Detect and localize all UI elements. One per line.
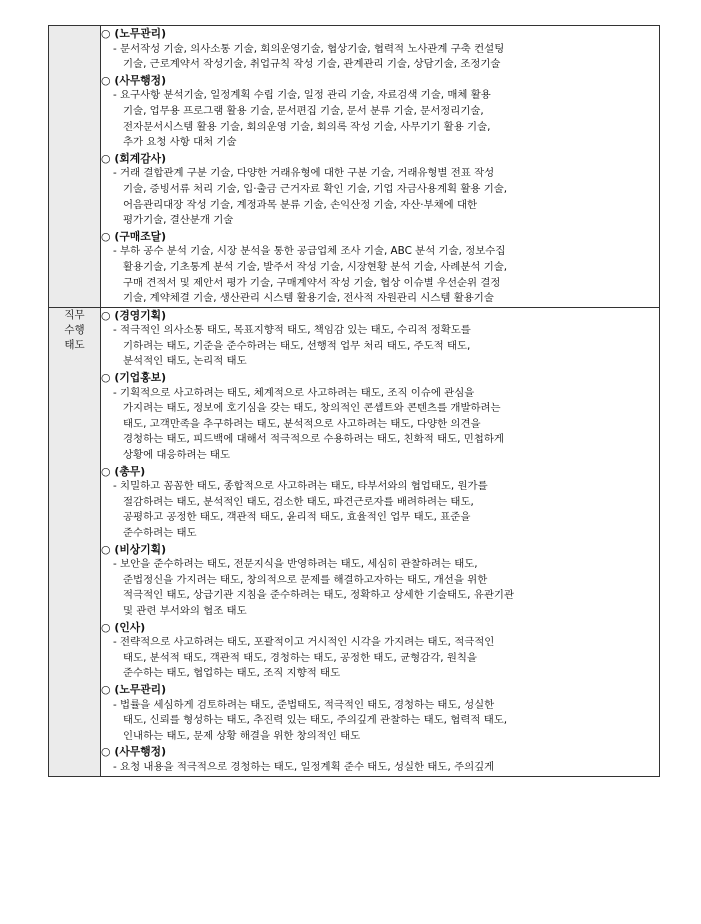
section-text-line: 준법정신을 가지려는 태도, 창의적으로 문제를 해결하고자하는 태도, 개선을 위한	[123, 573, 488, 586]
section-text-line: 전자문서시스템 활용 기술, 회의운영 기술, 회의록 작성 기술, 사무기기 활용 기술,	[123, 120, 491, 133]
section-text-line: 분석적인 태도, 논리적 태도	[123, 355, 247, 368]
section-text-line: - 적극적인 의사소통 태도, 목표지향적 태도, 책임감 있는 태도, 수리적 정확도를	[113, 324, 471, 337]
table-row	[49, 26, 660, 308]
table-body	[49, 26, 660, 777]
section-text-line: 적극적인 태도, 상급기관 지침을 준수하려는 태도, 정확하고 상세한 기술태도, 유관기관	[123, 589, 514, 602]
competency-section	[101, 620, 659, 682]
section-text-line: 준수하는 태도, 협업하는 태도, 조직 지향적 태도	[123, 667, 341, 680]
section-text-line: 태도, 분석적 태도, 객관적 태도, 경청하는 태도, 공정한 태도, 균형감각, 원칙을	[123, 651, 477, 664]
competency-section	[101, 229, 659, 307]
section-title: (사무행정)	[114, 745, 167, 759]
circle-bullet-icon: ○	[101, 542, 111, 556]
section-heading	[101, 682, 659, 698]
section-text-line: 가지려는 태도, 정보에 호기심을 갖는 태도, 창의적인 콘셉트와 콘텐츠를 개발하려는	[123, 402, 501, 415]
section-text-line: 및 관련 부서와의 협조 태도	[123, 604, 247, 617]
section-text-line: - 요청 내용을 적극적으로 경청하는 태도, 일정계획 준수 태도, 성실한 태도, 주의깊게	[113, 760, 495, 773]
section-text-line: 어음관리대장 작성 기술, 계정과목 분류 기술, 손익산정 기술, 자산·부채에 대한	[123, 198, 478, 211]
section-heading	[101, 370, 659, 386]
section-title: (총무)	[114, 464, 146, 478]
section-title: (경영기획)	[114, 308, 167, 322]
section-title: (사무행정)	[114, 73, 167, 87]
section-title: (기업홍보)	[114, 371, 167, 385]
section-title: (회계감사)	[114, 151, 167, 165]
circle-bullet-icon: ○	[101, 229, 111, 243]
competency-section	[101, 464, 659, 542]
competency-section	[101, 308, 659, 370]
section-heading	[101, 744, 659, 760]
circle-bullet-icon: ○	[101, 308, 111, 322]
section-text-line: 상황에 대응하려는 태도	[123, 449, 230, 462]
section-title: (비상기획)	[114, 542, 167, 556]
section-heading	[101, 308, 659, 324]
section-title: (인사)	[114, 620, 146, 634]
section-text-line: 기술, 증빙서류 처리 기술, 입·출금 근거자료 확인 기술, 기업 자금사용계획 활용 기술,	[123, 182, 508, 195]
circle-bullet-icon: ○	[101, 464, 111, 478]
section-text-line: 추가 요청 사항 대처 기술	[123, 136, 237, 149]
section-heading	[101, 151, 659, 167]
section-text-line: 활용기술, 기초통계 분석 기술, 발주서 작성 기술, 시장현황 분석 기술, 사례분석 기술,	[123, 260, 508, 273]
circle-bullet-icon: ○	[101, 682, 111, 696]
section-text-line: - 거래 결합관계 구분 기술, 다양한 거래유형에 대한 구분 기술, 거래유형별 전표 작성	[113, 167, 495, 180]
competency-section	[101, 682, 659, 744]
row-label-cell	[49, 26, 101, 308]
row-label-cell	[49, 307, 101, 776]
section-text-line: 인내하는 태도, 문제 상황 해결을 위한 창의적인 태도	[123, 729, 361, 742]
section-text-line: 태도, 고객만족을 추구하려는 태도, 분석적으로 사고하려는 태도, 다양한 의견을	[123, 417, 481, 430]
competency-section	[101, 26, 659, 73]
section-title: (노무관리)	[114, 27, 167, 40]
section-title: (노무관리)	[114, 682, 167, 696]
section-text-line: 경청하는 태도, 피드백에 대해서 적극적으로 수용하려는 태도, 친화적 태도, 민첩하게	[123, 433, 504, 446]
section-text-line: 구매 견적서 및 제안서 평가 기술, 구매계약서 작성 기술, 협상 이슈별 우선순위 결정	[123, 276, 501, 289]
section-text-line: - 문서작성 기술, 의사소통 기술, 회의운영기술, 협상기술, 협력적 노사관계 구축 컨설팅	[113, 42, 505, 55]
section-text-line: 절감하려는 태도, 분석적인 태도, 검소한 태도, 파견근로자를 배려하려는 태도,	[123, 495, 474, 508]
section-text-line: 기술, 근로계약서 작성기술, 취업규칙 작성 기술, 관계관리 기술, 상담기술, 조정기술	[123, 58, 501, 71]
section-text-line: - 법률을 세심하게 검토하려는 태도, 준법태도, 적극적인 태도, 경청하는 태도, 성실한	[113, 698, 495, 711]
competency-section	[101, 73, 659, 151]
circle-bullet-icon: ○	[101, 151, 111, 165]
circle-bullet-icon: ○	[101, 27, 111, 40]
section-heading	[101, 229, 659, 245]
section-heading	[101, 464, 659, 480]
section-text-line: - 전략적으로 사고하려는 태도, 포괄적이고 거시적인 시각을 가지려는 태도, 적극적인	[113, 636, 495, 649]
row-content-cell	[101, 26, 660, 308]
circle-bullet-icon: ○	[101, 745, 111, 759]
section-text-line: 평가기술, 결산분개 기술	[123, 214, 234, 227]
section-heading	[101, 542, 659, 558]
competency-section	[101, 542, 659, 620]
circle-bullet-icon: ○	[101, 371, 111, 385]
section-text-line: 공평하고 공정한 태도, 객관적 태도, 윤리적 태도, 효율적인 업무 태도, 표준을	[123, 511, 471, 524]
section-text-line: 기하려는 태도, 기준을 준수하려는 태도, 선행적 업무 처리 태도, 주도적 태도,	[123, 339, 471, 352]
table-row	[49, 307, 660, 776]
section-heading	[101, 73, 659, 89]
competency-section	[101, 151, 659, 229]
section-text-line: - 치밀하고 꼼꼼한 태도, 종합적으로 사고하려는 태도, 타부서와의 협업태도, 원가를	[113, 480, 488, 493]
competency-section	[101, 370, 659, 464]
section-text-line: - 부하 공수 분석 기술, 시장 분석을 통한 공급업체 조사 기술, ABC 분석 기술, 정보수집	[113, 245, 506, 258]
section-heading	[101, 620, 659, 636]
section-text-line: 기술, 계약체결 기술, 생산관리 시스템 활용기술, 전사적 자원관리 시스템 활용기술	[123, 292, 494, 305]
circle-bullet-icon: ○	[101, 620, 111, 634]
row-content-cell	[101, 307, 660, 776]
competency-table	[48, 25, 660, 777]
competency-section	[101, 744, 659, 775]
row-label: 직무 수행 태도	[64, 308, 85, 351]
section-text-line: - 보안을 준수하려는 태도, 전문지식을 반영하려는 태도, 세심히 관찰하려는 태도,	[113, 558, 478, 571]
section-title: (구매조달)	[114, 229, 167, 243]
section-text-line: 기술, 업무용 프로그램 활용 기술, 문서편집 기술, 문서 분류 기술, 문서정리기술,	[123, 104, 484, 117]
section-text-line: 준수하려는 태도	[123, 527, 197, 539]
circle-bullet-icon: ○	[101, 73, 111, 87]
section-text-line: - 기획적으로 사고하려는 태도, 체계적으로 사고하려는 태도, 조직 이슈에 관심을	[113, 386, 475, 399]
section-text-line: 태도, 신뢰를 형성하는 태도, 추진력 있는 태도, 주의깊게 관찰하는 태도, 협력적 태도,	[123, 714, 508, 727]
section-text-line: - 요구사항 분석기술, 일정계획 수립 기술, 일정 관리 기술, 자료검색 기술, 매체 활용	[113, 89, 491, 102]
section-heading	[101, 26, 659, 42]
